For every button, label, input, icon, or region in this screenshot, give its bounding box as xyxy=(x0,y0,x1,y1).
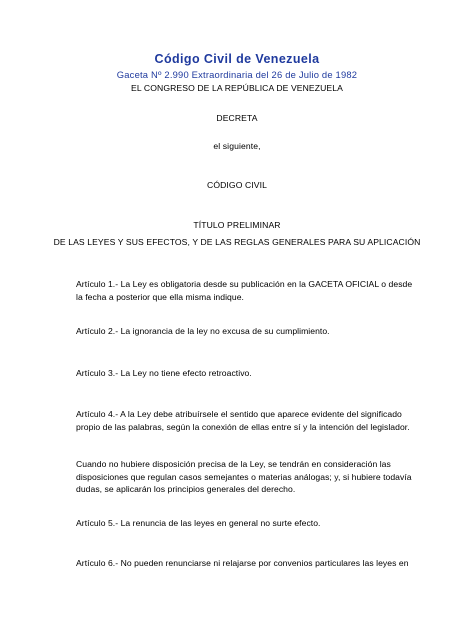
codigo-civil-heading: CÓDIGO CIVIL xyxy=(207,180,267,190)
congress-heading: EL CONGRESO DE LA REPÚBLICA DE VENEZUELA xyxy=(131,83,343,93)
decreta-heading: DECRETA xyxy=(216,113,258,123)
titulo-preliminar-heading: TÍTULO PRELIMINAR xyxy=(193,220,281,230)
article-1: Artículo 1.- La Ley es obligatoria desde su publicación en la GACETA OFICIAL o desde la fecha a posterior que ella misma indique. xyxy=(76,279,413,302)
titulo-description: DE LAS LEYES Y SUS EFECTOS, Y DE LAS REGLAS GENERALES PARA SU APLICACIÓN xyxy=(53,237,421,247)
article-4-paragraph: Cuando no hubiere disposición precisa de la Ley, se tendrán en consideración las disposiciones que regulan casos semejantes o materias análogas; y, si hubiere todavía dudas, se aplicarán los principios generales del derecho. xyxy=(76,459,412,494)
article-3: Artículo 3.- La Ley no tiene efecto retroactivo. xyxy=(76,368,252,378)
article-5: Artículo 5.- La renuncia de las leyes en general no surte efecto. xyxy=(76,518,321,528)
siguiente-text: el siguiente, xyxy=(213,141,261,151)
article-6: Artículo 6.- No pueden renunciarse ni relajarse por convenios particulares las leyes en xyxy=(76,558,409,568)
document-title: Código Civil de Venezuela xyxy=(154,52,320,66)
article-4: Artículo 4.- A la Ley debe atribuírsele el sentido que aparece evidente del significado propio de las palabras, según la conexión de ellas entre sí y la intención del legislador. xyxy=(76,409,410,432)
gazette-reference: Gaceta Nº 2.990 Extraordinaria del 26 de Julio de 1982 xyxy=(116,69,358,80)
article-2: Artículo 2.- La ignorancia de la ley no excusa de su cumplimiento. xyxy=(76,326,330,336)
